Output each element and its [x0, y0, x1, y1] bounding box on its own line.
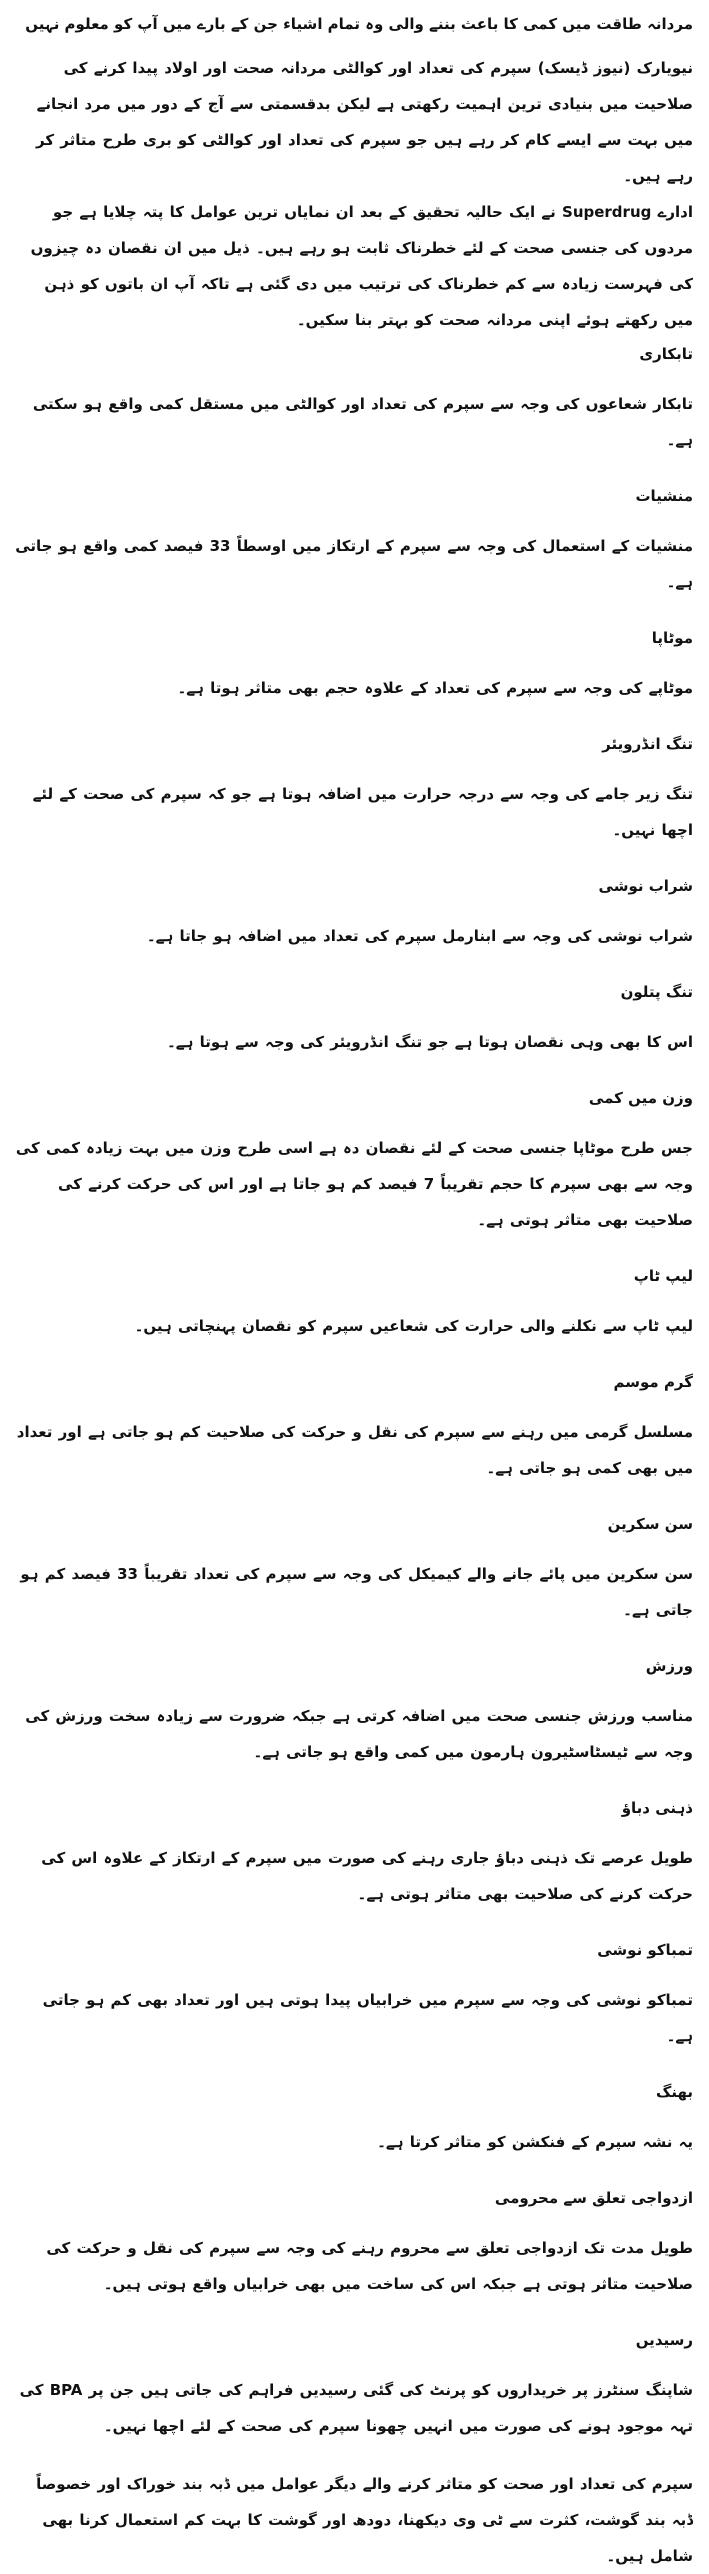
section-text: منشیات کے استعمال کی وجہ سے سپرم کے ارتکاز میں اوسطاً 33 فیصد کمی واقع ہو جاتی ہے۔: [15, 537, 693, 591]
section-text: طویل عرصے تک ذہنی دباؤ جاری رہنے کی صورت میں سپرم کے ارتکاز کے علاوہ اس کی حرکت کرنے کی صلاحیت بھی متاثر ہوتی ہے۔: [41, 1849, 693, 1903]
section-hot-weather: [14, 1366, 693, 1486]
section-heading: شراب نوشی: [598, 877, 693, 895]
section-weight-loss: [14, 1082, 693, 1238]
section-heading: تنگ پتلون: [620, 983, 693, 1001]
section-obesity: [14, 622, 693, 706]
section-cannabis: [14, 2076, 693, 2160]
section-heading: تابکاری: [639, 345, 693, 363]
section-text: مناسب ورزش جنسی صحت میں اضافہ کرتی ہے جبکہ ضرورت سے زیادہ سخت ورزش کی وجہ سے ٹیسٹاسٹیرون ہارمون میں کمی واقع ہو جاتی ہے۔: [25, 1707, 693, 1761]
section-heading: رسیدیں: [635, 2331, 693, 2349]
section-heading: ورزش: [645, 1657, 693, 1675]
section-stress: [14, 1792, 693, 1912]
section-text: موٹاپے کی وجہ سے سپرم کی تعداد کے علاوہ حجم بھی متاثر ہوتا ہے۔: [177, 679, 693, 697]
section-heading: ازدواجی تعلق سے محرومی: [494, 2189, 693, 2207]
section-exercise: [14, 1650, 693, 1770]
section-text: تمباکو نوشی کی وجہ سے سپرم میں خرابیاں پیدا ہوتی ہیں اور تعداد بھی کم ہو جاتی ہے۔: [42, 1991, 693, 2045]
section-heading: منشیات: [635, 487, 693, 505]
section-text: سن سکرین میں پائے جانے والے کیمیکل کی وجہ سے سپرم کی تعداد تقریباً 33 فیصد کم ہو جاتی ہے۔: [20, 1565, 693, 1619]
section-text: مسلسل گرمی میں رہنے سے سپرم کی نقل و حرکت کی صلاحیت کم ہو جاتی ہے اور تعداد میں بھی کمی ہو جاتی ہے۔: [16, 1423, 693, 1477]
section-abstinence: [14, 2182, 693, 2302]
section-text: لیپ ٹاپ سے نکلنے والی حرارت کی شعاعیں سپرم کو نقصان پہنچاتی ہیں۔: [134, 1317, 693, 1335]
section-heading: تمباکو نوشی: [597, 1941, 693, 1959]
section-heading: بھنگ: [655, 2083, 693, 2101]
section-tight-underwear: [14, 728, 693, 848]
section-text: شاپنگ سنٹرز پر خریداروں کو پرنٹ کی گئی رسیدیں فراہم کی جاتی ہیں جن پر BPA کی تہہ موجود ہونے کی صورت میں انہیں چھونا سپرم کی صحت کے لئے اچھا نہیں۔: [19, 2381, 693, 2435]
section-text: جس طرح موٹاپا جنسی صحت کے لئے نقصان دہ ہے اسی طرح وزن میں بہت زیادہ کمی کی وجہ سے بھی سپرم کا حجم تقریباً 7 فیصد کم ہو جاتا ہے اور اس کی حرکت کرنے کی صلاحیت بھی متاثر ہوتی ہے۔: [15, 1139, 693, 1229]
section-receipts: [14, 2324, 693, 2444]
intro-paragraph-1: نیویارک (نیوز ڈیسک) سپرم کی تعداد اور کوالٹی مردانہ صحت اور اولاد پیدا کرنے کی صلاحیت میں بنیادی ترین اہمیت رکھتی ہے لیکن بدقسمتی سے آج کے دور میں مرد انجانے میں بہت سے ایسے کام کر رہے ہیں جو سپرم کی تعداد اور کوالٹی کو بری طرح متاثر کر رہے ہیں۔: [36, 59, 693, 185]
section-text: اس کا بھی وہی نقصان ہوتا ہے جو تنگ انڈرویئر کی وجہ سے ہوتا ہے۔: [167, 1033, 693, 1051]
section-heading: ذہنی دباؤ: [621, 1799, 693, 1817]
section-tight-pants: [14, 976, 693, 1060]
section-text: تنگ زیر جامے کی وجہ سے درجہ حرارت میں اضافہ ہوتا ہے جو کہ سپرم کی صحت کے لئے اچھا نہیں۔: [32, 785, 693, 839]
closing-paragraph: سپرم کی تعداد اور صحت کو متاثر کرنے والے دیگر عوامل میں ڈبہ بند خوراک اور خصوصاً ڈبہ بند گوشت، کثرت سے ٹی وی دیکھنا، دودھ اور گوشت کا بہت کم استعمال کرنا بھی شامل ہیں۔: [36, 2475, 693, 2565]
section-heading: تنگ انڈرویئر: [602, 735, 693, 753]
section-sunscreen: [14, 1508, 693, 1628]
section-smoking: [14, 1934, 693, 2054]
intro-paragraph-2: ادارے Superdrug نے ایک حالیہ تحقیق کے بعد ان نمایاں ترین عوامل کا پتہ چلایا ہے جو مردوں کی جنسی صحت کے لئے خطرناک ثابت ہو رہے ہیں۔ ذیل میں ان نقصان دہ چیزوں کی فہرست زیادہ سے کم خطرناک کی ترتیب میں دی گئی ہے تاکہ آپ ان باتوں کو ذہن میں رکھتے ہوئے اپنی مردانہ صحت کو بہتر بنا سکیں۔: [30, 203, 693, 329]
section-heading: وزن میں کمی: [588, 1089, 693, 1107]
section-text: طویل مدت تک ازدواجی تعلق سے محروم رہنے کی وجہ سے سپرم کی نقل و حرکت کی صلاحیت متاثر ہوتی ہے جبکہ اس کی ساخت میں بھی خرابیاں واقع ہوتی ہیں۔: [46, 2239, 693, 2293]
section-heading: گرم موسم: [613, 1373, 693, 1391]
section-text: شراب نوشی کی وجہ سے ابنارمل سپرم کی تعداد میں اضافہ ہو جاتا ہے۔: [146, 927, 693, 945]
section-alcohol: [14, 870, 693, 954]
section-text: تابکار شعاعوں کی وجہ سے سپرم کی تعداد اور کوالٹی میں مستقل کمی واقع ہو سکتی ہے۔: [32, 395, 693, 449]
section-text: یہ نشہ سپرم کے فنکشن کو متاثر کرتا ہے۔: [377, 2133, 693, 2151]
section-heading: موٹاپا: [651, 629, 693, 647]
section-heading: سن سکرین: [607, 1515, 693, 1533]
section-drugs: [14, 480, 693, 600]
section-radiation: [14, 338, 693, 458]
article-title: مردانہ طاقت میں کمی کا باعث بننے والی وہ تمام اشیاء جن کے بارے میں آپ کو معلوم نہیں: [25, 15, 693, 33]
section-heading: لیپ ٹاپ: [633, 1267, 693, 1285]
section-laptop: [14, 1260, 693, 1344]
